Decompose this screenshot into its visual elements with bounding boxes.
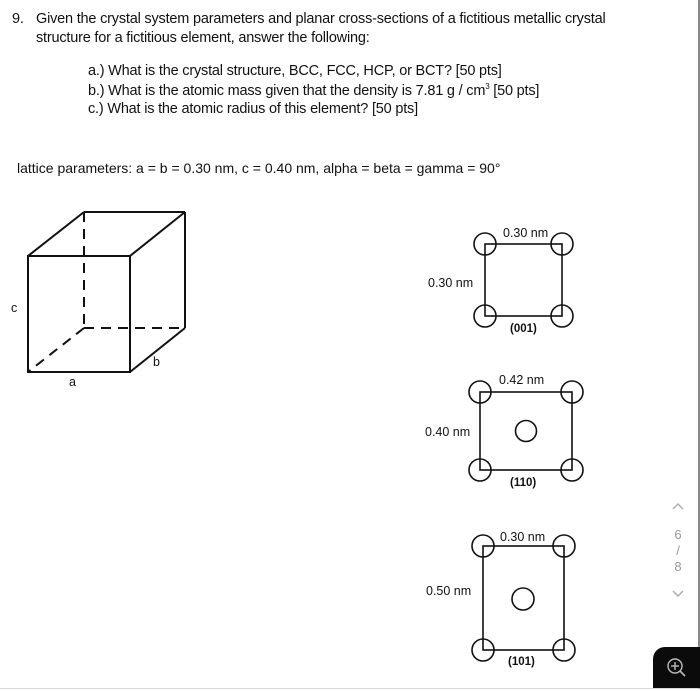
lattice-parameters: lattice parameters: a = b = 0.30 nm, c = 0.40 nm, alpha = beta = gamma = 90°	[17, 160, 501, 176]
question-part-a: a.) What is the crystal structure, BCC, FCC, HCP, or BCT? [50 pts]	[88, 63, 502, 79]
plane-110-height: 0.40 nm	[425, 425, 471, 439]
question-text: Given the crystal system parameters and planar cross-sections of a fictitious metallic crystal structure for a fictitious element, answer the following:	[36, 11, 606, 46]
plane-101-name: (101)	[508, 656, 535, 668]
zoom-in-icon	[653, 647, 700, 688]
plane-110-width: 0.42 nm	[499, 373, 545, 387]
current-page: 6	[674, 527, 682, 542]
superscript: 3	[485, 82, 490, 91]
page-separator: /	[676, 543, 680, 558]
plane-001-width: 0.30 nm	[503, 226, 549, 240]
zoom-in-button[interactable]	[653, 647, 700, 688]
question-part-c: c.) What is the atomic radius of this element? [50 pts]	[88, 101, 418, 117]
page-navigator	[662, 495, 694, 605]
plane-101-width: 0.30 nm	[500, 530, 546, 544]
previous-page-button[interactable]	[662, 495, 694, 517]
total-pages: 8	[674, 559, 682, 574]
edge-label-b: b	[153, 355, 160, 369]
chevron-up-icon	[671, 501, 685, 511]
next-page-button[interactable]	[662, 583, 694, 605]
edge-label-a: a	[69, 375, 76, 389]
question-number: 9.	[12, 11, 24, 27]
part-b-text: b.) What is the atomic mass given that the density is 7.81 g / cm	[88, 82, 486, 99]
plane-001-name: (001)	[510, 323, 537, 335]
plane-110-name: (110)	[510, 477, 537, 489]
part-b-points: [50 pts]	[489, 82, 540, 99]
plane-001-height: 0.30 nm	[428, 276, 474, 290]
chevron-down-icon	[671, 589, 685, 599]
unit-cell-diagram	[0, 0, 200, 400]
edge-label-c: c	[11, 301, 18, 315]
plane-101-height: 0.50 nm	[426, 584, 472, 598]
